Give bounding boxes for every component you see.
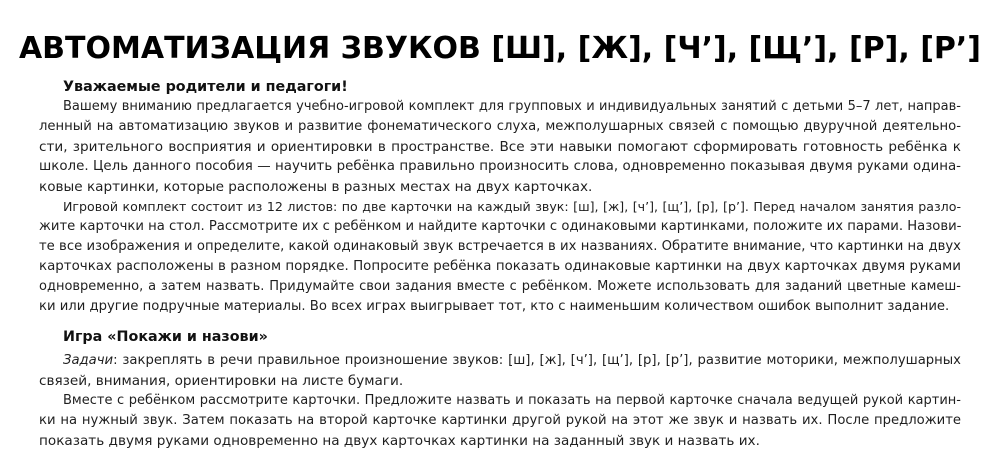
intro-line: сти, зрительного восприятия и ориентировки в пространстве. Все эти навыки помогают сформировать готовность ребёнка к — [39, 139, 961, 155]
game-line: показать двумя руками одновременно на двух карточках картинки на заданный звук и назвать их. — [39, 433, 760, 449]
game-heading: Игра «Покажи и назови» — [63, 329, 268, 345]
game-line: связей, внимания, ориентировки на листе бумаги. — [39, 373, 404, 389]
page-title: АВТОМАТИЗАЦИЯ ЗВУКОВ [Ш], [Ж], [Ч’], [Щ’], [Р], [Р’] — [18, 31, 982, 66]
intro-line: ленный на автоматизацию звуков и развитие фонематического слуха, межполушарных связей с помощью двуручной деятельно- — [39, 119, 961, 134]
game-line: Вместе с ребёнком рассмотрите карточки. Предложите назвать и показать на первой карточке сначала ведущей рукой картин- — [63, 393, 961, 408]
intro-line: ковые картинки, которые расположены в разных местах на двух карточках. — [39, 179, 593, 195]
intro-line: одновременно, а затем назвать. Придумайте свои задания вместе с ребёнком. Можете использовать для заданий цветные камеш- — [39, 279, 961, 294]
intro-line: те все изображения и определите, какой одинаковый звук встречается в их названиях. Обратите внимание, что картинки на двух — [39, 239, 961, 254]
intro-line: карточках расположены в разном порядке. Попросите ребёнка показать одинаковые картинки на двух карточках двумя руками — [39, 259, 961, 274]
intro-line: ки или другие подручные материалы. Во всех играх выигрывает тот, кто с наименьшим количеством ошибок выполнит задание. — [39, 299, 950, 314]
intro-line: Игровой комплект состоит из 12 листов: по две карточки на каждый звук: [ш], [ж], [ч’], [щ’], [р], [р’]. Перед началом занятия разло- — [63, 199, 961, 214]
tasks-label: Задачи — [63, 353, 114, 368]
intro-line: школе. Цель данного пособия — научить ребёнка правильно произносить слова, одновременно показывая двумя руками одина- — [39, 159, 961, 174]
game-tasks-line — [63, 351, 961, 371]
game-line: ки на нужный звук. Затем показать на второй карточке картинки другой рукой на этот же звук и назвать их. После предложите — [39, 413, 961, 428]
tasks-text: : закреплять в речи правильное произношение звуков: [ш], [ж], [ч’], [щ’], [р], [р’], развитие моторики, межполушарных — [113, 353, 961, 368]
intro-line: Вашему вниманию предлагается учебно-игровой комплект для групповых и индивидуальных занятий с детьми 5–7 лет, направ- — [63, 99, 961, 114]
intro-heading: Уважаемые родители и педагоги! — [63, 79, 348, 95]
intro-line: жите карточки на стол. Рассмотрите их с ребёнком и найдите карточки с одинаковыми картинками, положите их парами. Назови- — [39, 219, 962, 234]
